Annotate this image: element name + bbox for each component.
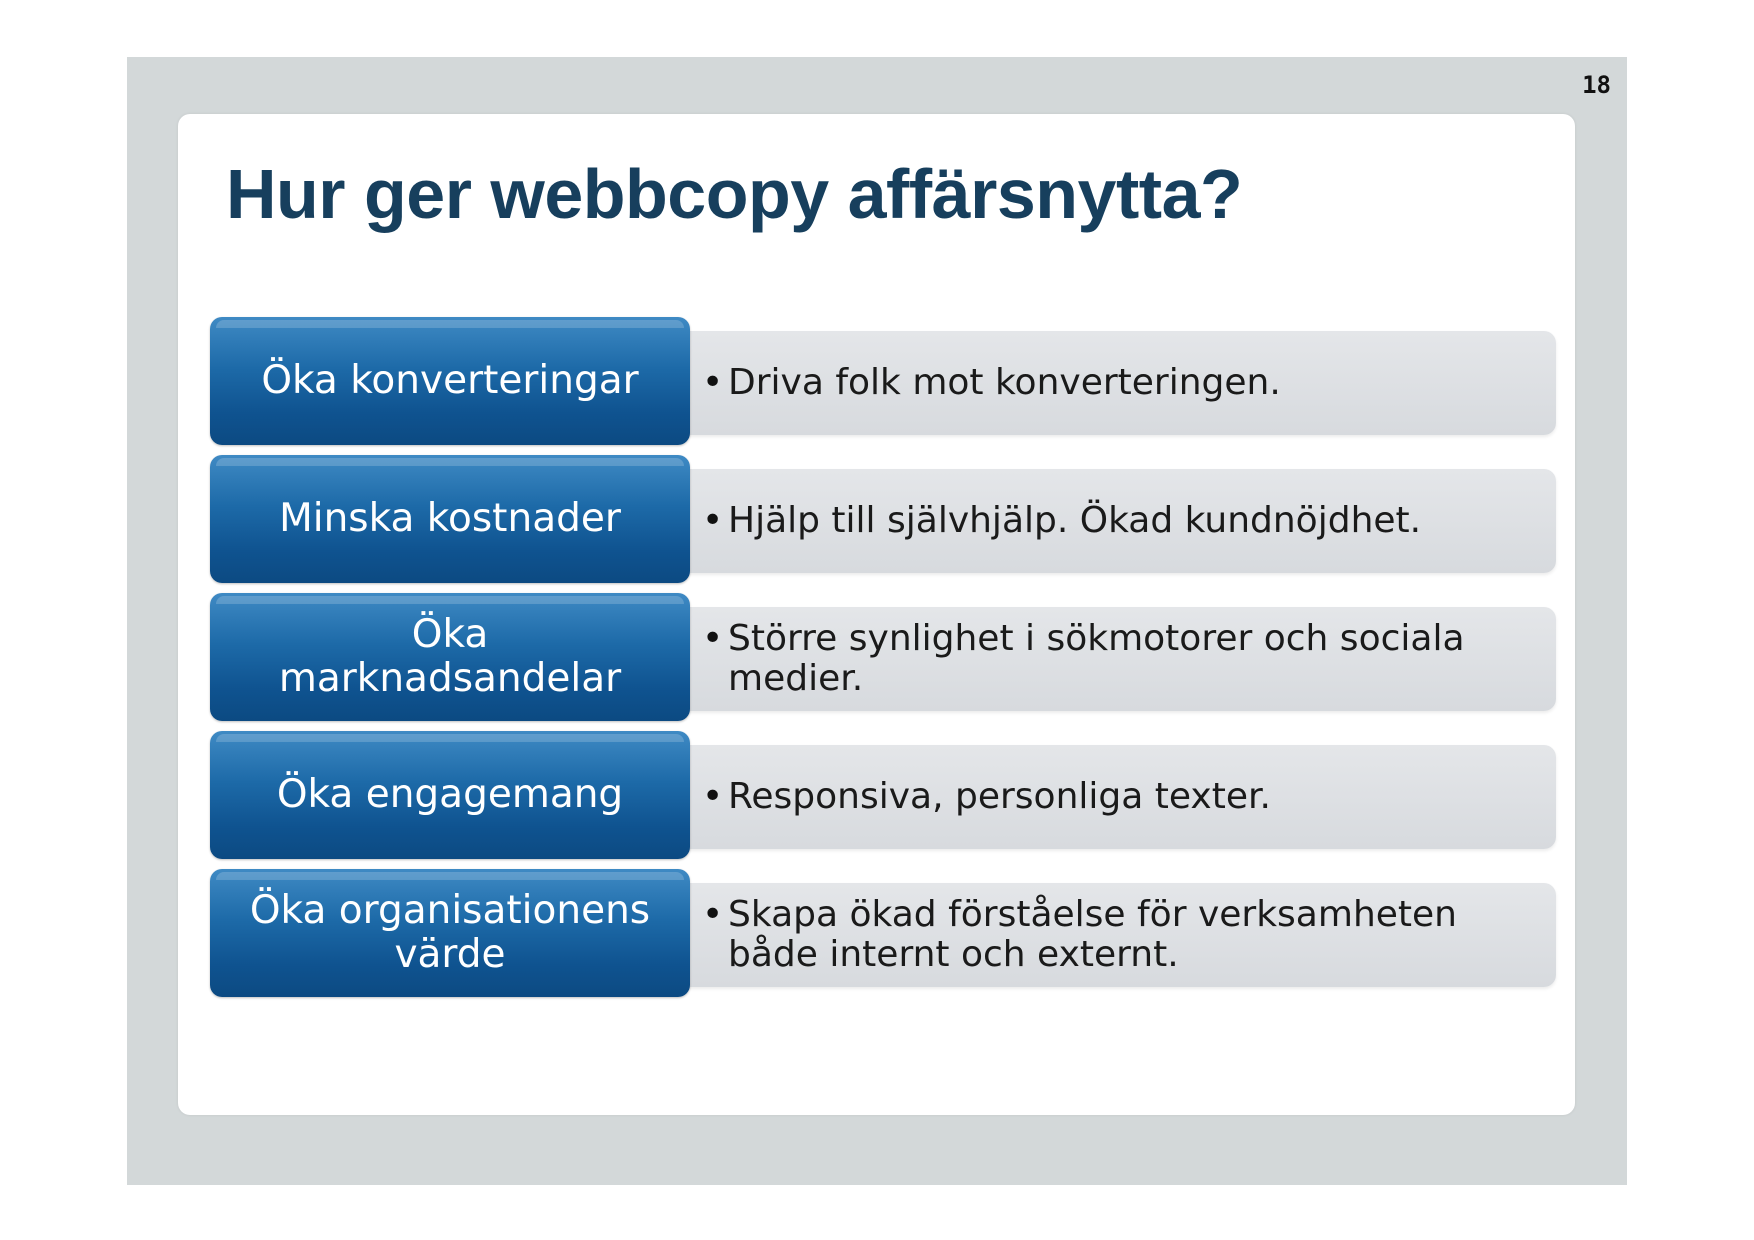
- benefit-label: Öka konverteringar: [261, 358, 639, 403]
- benefit-label-box: [210, 731, 690, 859]
- page-number: 18: [1582, 71, 1611, 99]
- benefit-label-box: [210, 317, 690, 445]
- benefit-description-box: [684, 469, 1556, 573]
- bullet-icon: •: [702, 362, 724, 403]
- benefit-description: Driva folk mot konverteringen.: [728, 362, 1281, 403]
- benefit-label-box: [210, 455, 690, 583]
- benefit-description: Skapa ökad förståelse för verksamheten både internt och externt.: [728, 894, 1457, 975]
- benefit-label: Minska kostnader: [279, 496, 621, 541]
- benefit-row: [210, 317, 1556, 445]
- benefit-description-box: [684, 331, 1556, 435]
- benefit-label: Öka marknadsandelar: [278, 612, 622, 701]
- benefit-description: Hjälp till självhjälp. Ökad kundnöjdhet.: [728, 500, 1422, 541]
- benefit-label: Öka engagemang: [276, 772, 624, 817]
- benefit-description-box: [684, 607, 1556, 711]
- benefit-row: [210, 593, 1556, 721]
- bullet-icon: •: [702, 894, 724, 935]
- benefit-description: Responsiva, personliga texter.: [728, 776, 1271, 817]
- benefit-description-box: [684, 883, 1556, 987]
- slide: [178, 114, 1575, 1115]
- benefit-row: [210, 869, 1556, 997]
- benefit-description: Större synlighet i sökmotorer och sociala medier.: [728, 618, 1465, 699]
- benefit-row: [210, 455, 1556, 583]
- benefit-description-box: [684, 745, 1556, 849]
- slide-title: Hur ger webbcopy affärsnytta?: [226, 155, 1243, 233]
- bullet-icon: •: [702, 618, 724, 659]
- benefit-label-box: [210, 869, 690, 997]
- benefit-label: Öka organisationens värde: [249, 888, 651, 977]
- bullet-icon: •: [702, 776, 724, 817]
- benefit-row: [210, 731, 1556, 859]
- bullet-icon: •: [702, 500, 724, 541]
- benefit-list: [210, 317, 1556, 1007]
- slide-frame: [127, 57, 1627, 1185]
- benefit-label-box: [210, 593, 690, 721]
